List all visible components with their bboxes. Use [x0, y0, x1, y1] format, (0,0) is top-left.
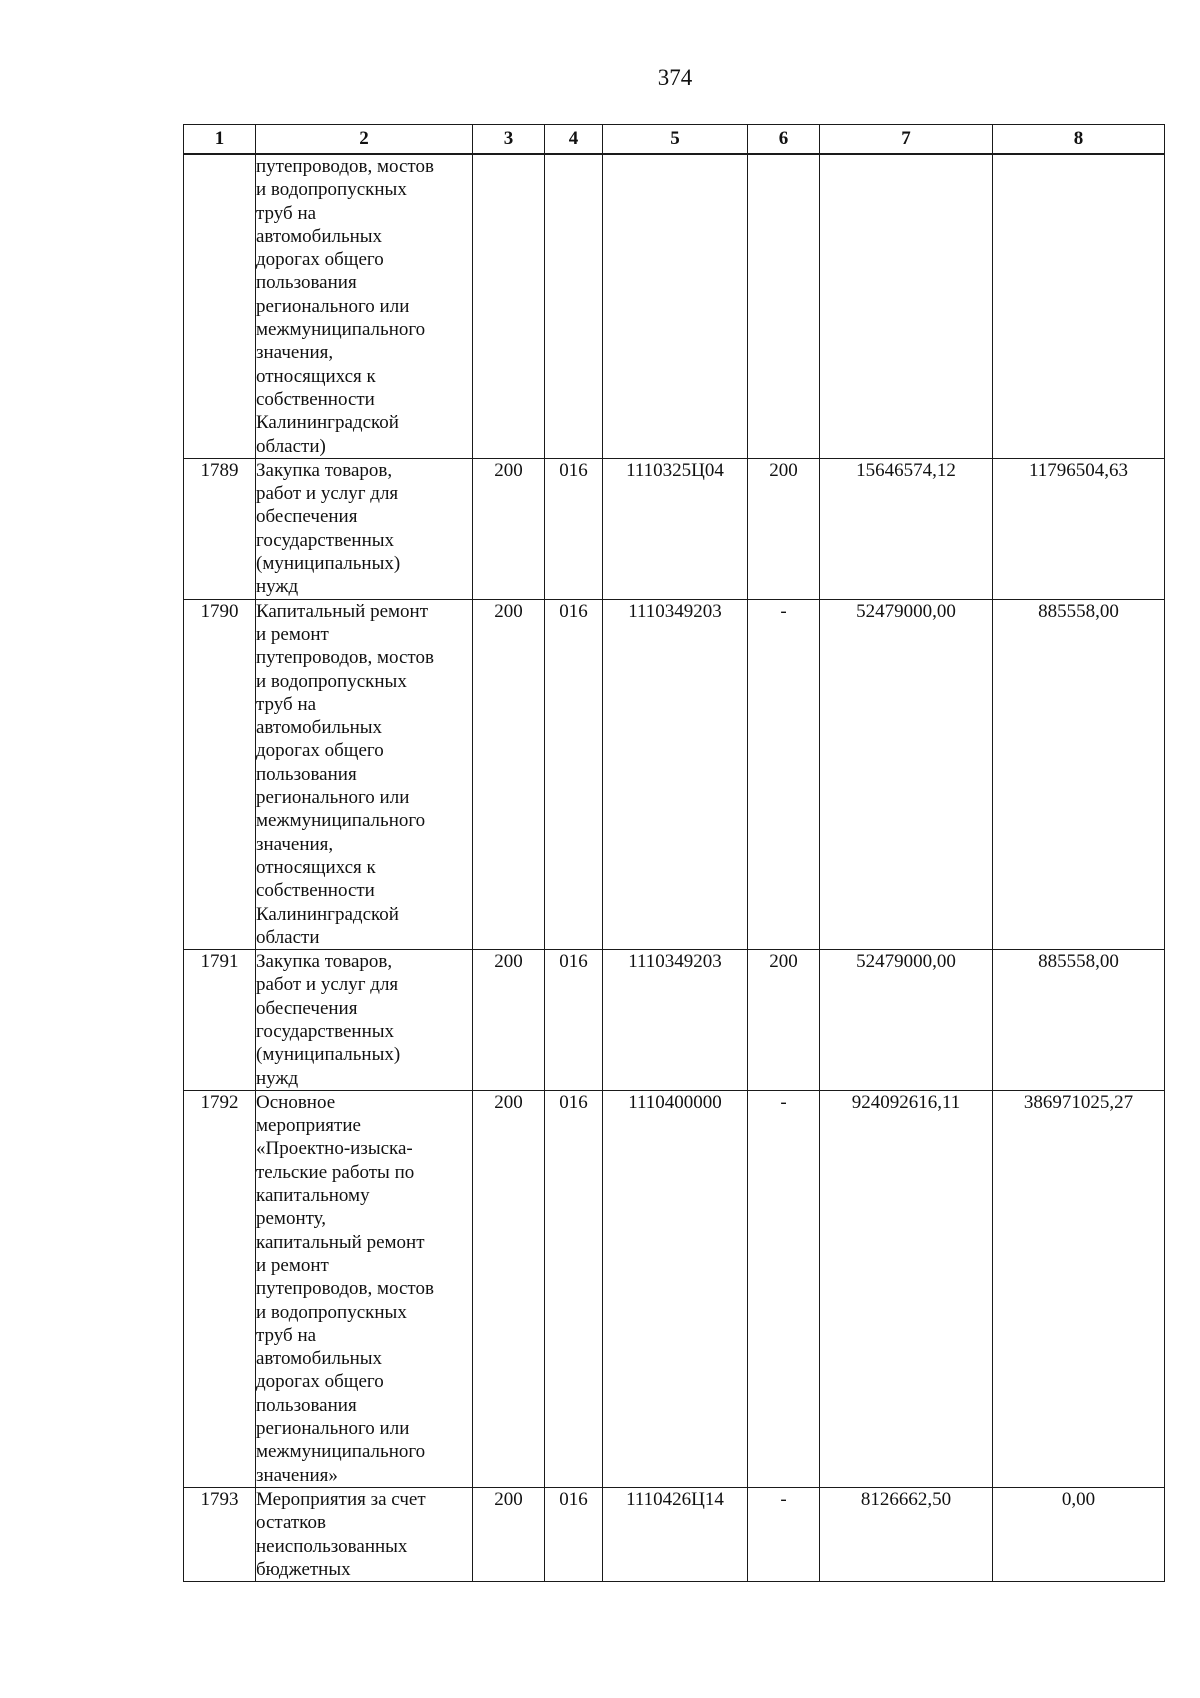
description-line: Закупка товаров,: [256, 951, 393, 973]
description-line: путепроводов, мостов: [256, 156, 434, 177]
description-line: собственности: [256, 388, 375, 410]
table-body: [184, 154, 1165, 1582]
row-number-cell: 1791: [184, 950, 256, 1091]
col5-cell: 1110400000: [603, 1090, 748, 1487]
description-line: межмуниципального: [256, 810, 426, 832]
col5-cell: 1110349203: [603, 599, 748, 949]
col8-cell: [993, 154, 1165, 458]
description-line: автомобильных: [256, 225, 383, 247]
description-line: Мероприятия за счет: [256, 1488, 426, 1510]
col8-cell: 0,00: [993, 1487, 1165, 1581]
description-line: и ремонт: [256, 623, 329, 645]
col8-cell: 11796504,63: [993, 458, 1165, 599]
column-header-2: 2: [256, 125, 473, 155]
col6-cell: 200: [748, 458, 820, 599]
description-line: области): [256, 435, 326, 457]
col8-cell: 386971025,27: [993, 1090, 1165, 1487]
description-line: регионального или: [256, 787, 410, 809]
description-line: значения,: [256, 833, 334, 855]
description-cell: [256, 1487, 473, 1581]
description-line: области: [256, 926, 320, 948]
row-number-cell: 1793: [184, 1487, 256, 1581]
description-line: регионального или: [256, 1418, 410, 1440]
description-line: работ и услуг для: [256, 974, 399, 996]
description-line: пользования: [256, 763, 357, 785]
col5-cell: 1110349203: [603, 950, 748, 1091]
column-header-1: 1: [184, 125, 256, 155]
row-number-cell: 1789: [184, 458, 256, 599]
description-line: капитальный ремонт: [256, 1231, 425, 1253]
col3-cell: 200: [473, 950, 545, 1091]
budget-table: [183, 124, 1165, 1582]
description-line: межмуниципального: [256, 319, 426, 341]
description-line: Закупка товаров,: [256, 459, 393, 481]
description-line: обеспечения: [256, 506, 358, 528]
description-line: относящихся к: [256, 856, 376, 878]
description-line: пользования: [256, 272, 357, 294]
description-line: и водопропускных: [256, 179, 407, 201]
col4-cell: 016: [545, 458, 603, 599]
description-line: нужд: [256, 1067, 299, 1089]
description-line: неиспользованных: [256, 1535, 408, 1557]
description-line: дорогах общего: [256, 249, 384, 271]
column-header-3: 3: [473, 125, 545, 155]
col5-cell: [603, 154, 748, 458]
description-line: дорогах общего: [256, 1371, 384, 1393]
description-line: и водопропускных: [256, 670, 407, 692]
col3-cell: 200: [473, 599, 545, 949]
col4-cell: 016: [545, 1487, 603, 1581]
description-line: мероприятие: [256, 1115, 361, 1137]
table-row: [184, 154, 1165, 458]
description-line: пользования: [256, 1394, 357, 1416]
column-header-6: 6: [748, 125, 820, 155]
col3-cell: 200: [473, 1487, 545, 1581]
description-line: значения»: [256, 1464, 338, 1486]
description-line: труб на: [256, 1324, 317, 1346]
col6-cell: -: [748, 1487, 820, 1581]
description-cell: [256, 599, 473, 949]
description-line: автомобильных: [256, 717, 383, 739]
col6-cell: -: [748, 599, 820, 949]
col7-cell: 924092616,11: [820, 1090, 993, 1487]
col4-cell: [545, 154, 603, 458]
description-line: труб на: [256, 202, 317, 224]
description-line: нужд: [256, 576, 299, 598]
description-cell: [256, 154, 473, 458]
col6-cell: 200: [748, 950, 820, 1091]
col3-cell: 200: [473, 1090, 545, 1487]
col5-cell: 1110325Ц04: [603, 458, 748, 599]
description-line: (муниципальных): [256, 553, 401, 575]
description-line: обеспечения: [256, 997, 358, 1019]
description-cell: [256, 950, 473, 1091]
description-line: собственности: [256, 880, 375, 902]
col3-cell: [473, 154, 545, 458]
description-line: и водопропускных: [256, 1301, 407, 1323]
description-line: Капитальный ремонт: [256, 600, 429, 622]
description-line: тельские работы по: [256, 1161, 415, 1183]
header-row: [184, 125, 1165, 155]
description-line: относящихся к: [256, 365, 376, 387]
col6-cell: [748, 154, 820, 458]
description-line: значения,: [256, 342, 334, 364]
col7-cell: 52479000,00: [820, 599, 993, 949]
description-line: работ и услуг для: [256, 483, 399, 505]
description-line: регионального или: [256, 295, 410, 317]
description-line: остатков: [256, 1512, 326, 1534]
column-header-5: 5: [603, 125, 748, 155]
description-line: труб на: [256, 693, 317, 715]
row-number-cell: 1792: [184, 1090, 256, 1487]
col7-cell: 8126662,50: [820, 1487, 993, 1581]
col8-cell: 885558,00: [993, 599, 1165, 949]
column-header-8: 8: [993, 125, 1165, 155]
page-number: 374: [657, 65, 693, 90]
col7-cell: [820, 154, 993, 458]
col4-cell: 016: [545, 950, 603, 1091]
col4-cell: 016: [545, 599, 603, 949]
row-number-cell: [184, 154, 256, 458]
column-header-4: 4: [545, 125, 603, 155]
row-number-cell: 1790: [184, 599, 256, 949]
description-line: дорогах общего: [256, 740, 384, 762]
description-line: «Проектно-изыска-: [256, 1138, 413, 1160]
description-line: автомобильных: [256, 1348, 383, 1370]
col7-cell: 15646574,12: [820, 458, 993, 599]
description-cell: [256, 1090, 473, 1487]
table-row: [184, 1090, 1165, 1487]
col7-cell: 52479000,00: [820, 950, 993, 1091]
description-line: межмуниципального: [256, 1441, 426, 1463]
description-line: Калининградской: [256, 903, 399, 925]
description-line: ремонту,: [256, 1208, 327, 1230]
description-line: капитальному: [256, 1185, 370, 1207]
description-line: и ремонт: [256, 1254, 329, 1276]
table-row: [184, 458, 1165, 599]
description-line: государственных: [256, 529, 395, 551]
description-line: (муниципальных): [256, 1044, 401, 1066]
description-cell: [256, 458, 473, 599]
col8-cell: 885558,00: [993, 950, 1165, 1091]
table-row: [184, 599, 1165, 949]
description-line: бюджетных: [256, 1558, 351, 1580]
description-line: государственных: [256, 1020, 395, 1042]
col4-cell: 016: [545, 1090, 603, 1487]
description-line: Основное: [256, 1091, 336, 1113]
col5-cell: 1110426Ц14: [603, 1487, 748, 1581]
table-row: [184, 1487, 1165, 1581]
col3-cell: 200: [473, 458, 545, 599]
description-line: Калининградской: [256, 412, 399, 434]
column-header-7: 7: [820, 125, 993, 155]
description-line: путепроводов, мостов: [256, 1278, 434, 1300]
table-row: [184, 950, 1165, 1091]
col6-cell: -: [748, 1090, 820, 1487]
description-line: путепроводов, мостов: [256, 647, 434, 669]
